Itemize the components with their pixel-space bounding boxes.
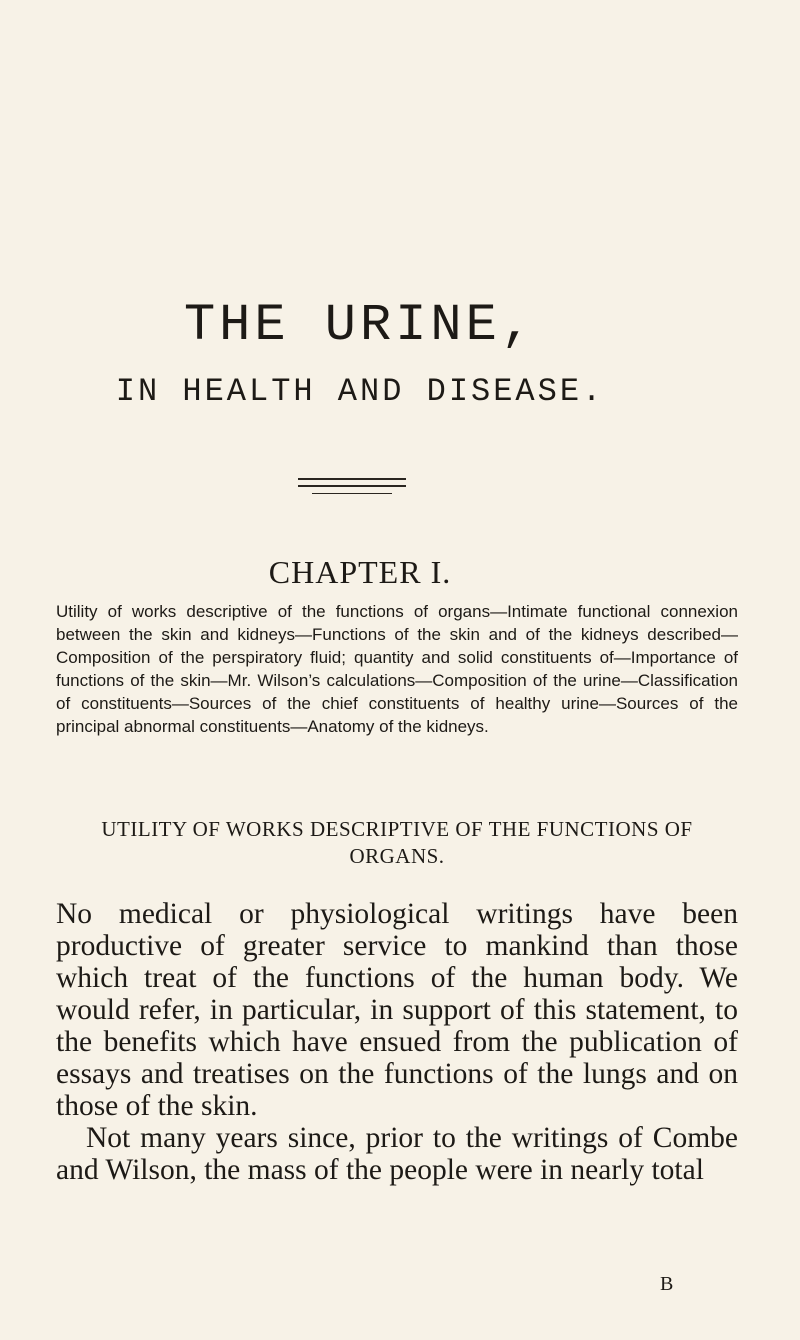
section-heading: UTILITY OF WORKS DESCRIPTIVE OF THE FUNCTIONS OF ORGANS. (101, 817, 693, 868)
chapter-heading: CHAPTER I. (268, 554, 452, 590)
chapter-summary: Utility of works descriptive of the functions of organs—Intimate functional connexion between the skin and kidneys—Functions of the skin and of the kidneys described—Composition of the perspiratory fluid; quantity and solid constituents of—Importance of functions of the skin—Mr. Wilson’s calculations—Composition of the urine—Classification of constituents—Sources of the chief constituents of healthy urine—Sources of the principal abnormal constituents—Anatomy of the kidneys. (56, 602, 738, 736)
decorative-rule (312, 493, 392, 494)
decorative-rule (298, 478, 406, 480)
body-text (56, 898, 738, 1186)
book-title: THE URINE, (183, 296, 537, 355)
paragraph: No medical or physiological writings have been productive of greater service to mankind than those which treat of the functions of the human body. We would refer, in particular, in support of this statement, to the benefits which have ensued from the publication of essays and treatises on the functions of the lungs and on those of the skin. (56, 898, 738, 1122)
decorative-rule (298, 485, 406, 487)
paragraph: Not many years since, prior to the writings of Combe and Wilson, the mass of the people were in nearly total (56, 1122, 738, 1186)
book-subtitle: IN HEALTH AND DISEASE. (115, 373, 605, 410)
signature-mark: B (660, 1273, 674, 1295)
